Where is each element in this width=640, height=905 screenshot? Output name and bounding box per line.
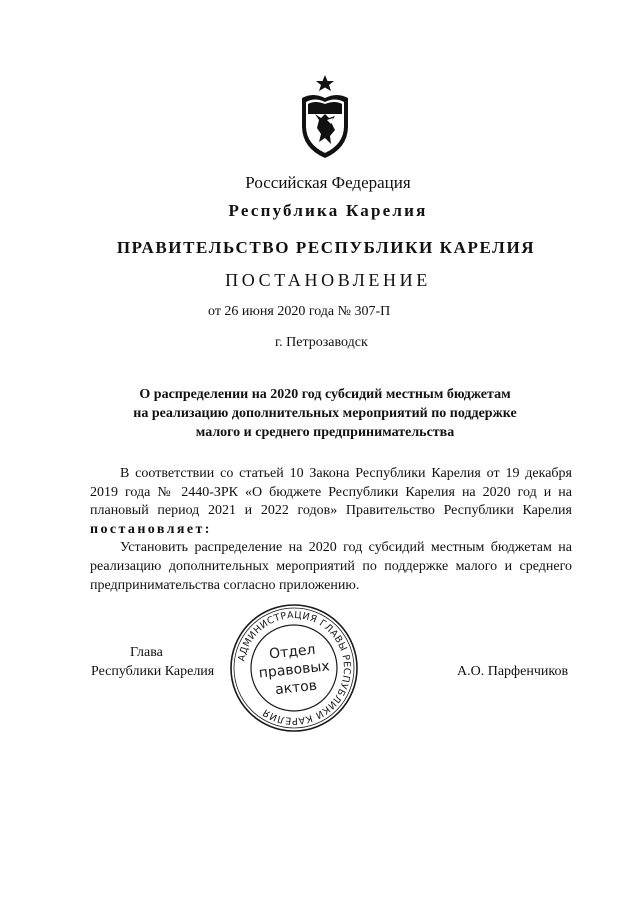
document-type: ПОСТАНОВЛЕНИЕ xyxy=(225,270,431,290)
body-paragraph-text: В соответствии со статьей 10 Закона Республики Карелия от 19 декабря 2019 года № 2440-ЗРК «О бюджете Республики Карелия на 2020 год и на плановый период 2021 и 2022 годов» Правительство Республики Карелия xyxy=(90,466,572,519)
city: г. Петрозаводск xyxy=(275,335,368,350)
republic-name: Республика Карелия xyxy=(228,201,428,220)
body-paragraph: Установить распределение на 2020 год субсидий местным бюджетам на реализацию дополнительных мероприятий по поддержке малого и среднего предпринимательства согласно приложению. xyxy=(90,540,572,593)
decree-word: постановляет: xyxy=(90,521,212,537)
karelia-coat-of-arms-icon xyxy=(297,74,353,160)
title-line: малого и среднего предпринимательства xyxy=(195,425,455,440)
signatory-name: А.О. Парфенчиков xyxy=(457,664,569,679)
stamp-ring-text: АДМИНИСТРАЦИЯ ГЛАВЫ РЕСПУБЛИКИ КАРЕЛИЯ xyxy=(236,609,353,727)
signatory-title-republic: Республики Карелия xyxy=(91,664,215,679)
document-title xyxy=(100,385,550,442)
stamp-line: актов xyxy=(274,677,318,699)
country-name: Российская Федерация xyxy=(245,173,411,192)
body-paragraph xyxy=(90,465,572,539)
stamp-line: правовых xyxy=(258,658,331,682)
title-line: на реализацию дополнительных мероприятий по поддержке xyxy=(133,406,517,421)
stamp-line: Отдел xyxy=(268,641,317,663)
date-and-number: от 26 июня 2020 года № 307-П xyxy=(208,304,391,319)
document-body xyxy=(90,465,572,595)
signatory-title: Глава xyxy=(130,645,163,660)
official-stamp xyxy=(228,602,360,734)
title-line: О распределении на 2020 год субсидий местным бюджетам xyxy=(139,387,511,402)
government-name: ПРАВИТЕЛЬСТВО РЕСПУБЛИКИ КАРЕЛИЯ xyxy=(116,238,536,257)
